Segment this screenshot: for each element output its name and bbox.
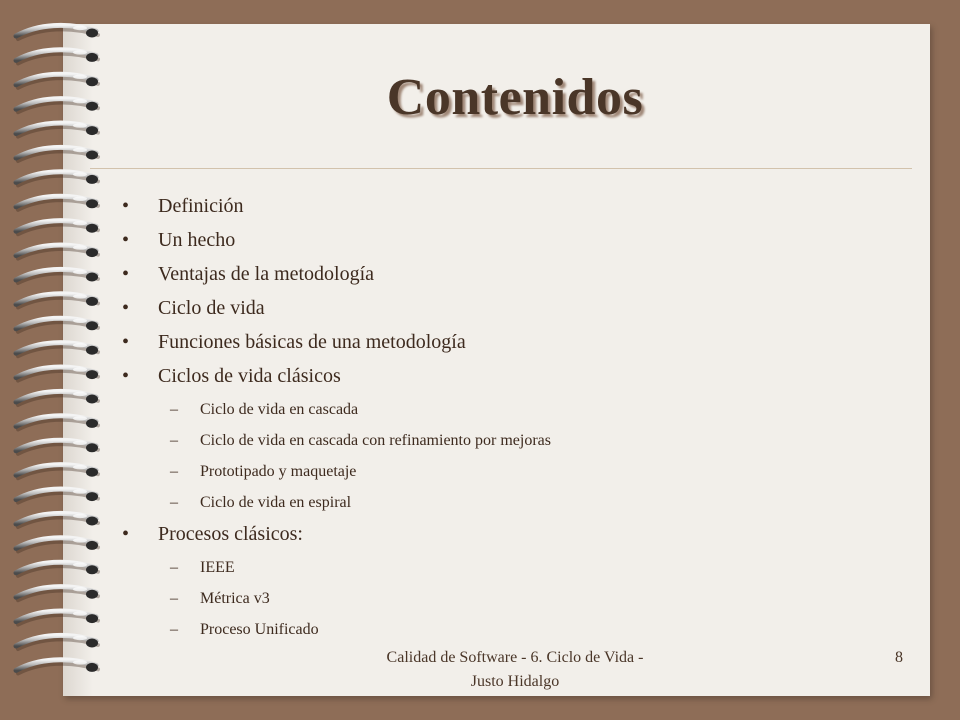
spiral-ring-icon	[16, 343, 98, 357]
dash-marker: –	[170, 463, 178, 480]
spiral-ring-icon	[16, 416, 98, 430]
spiral-ring-icon	[16, 269, 98, 283]
sub-bullet-item	[122, 396, 902, 427]
spiral-ring-icon	[16, 172, 98, 186]
slide-title: Contenidos	[386, 69, 644, 126]
spiral-ring-icon	[16, 611, 98, 625]
dash-marker: –	[170, 621, 178, 638]
bullet-item	[122, 328, 902, 362]
dash-marker: –	[170, 401, 178, 418]
bullet-item	[122, 260, 902, 294]
spiral-ring-icon	[16, 562, 98, 576]
sub-bullet-item	[122, 427, 902, 458]
spiral-ring-icon	[16, 367, 98, 381]
bullet-marker: •	[122, 263, 130, 285]
spiral-ring-icon	[16, 50, 98, 64]
bullet-text: Métrica v3	[200, 590, 270, 607]
bullet-text: Prototipado y maquetaje	[200, 463, 357, 480]
bullet-text: Un hecho	[158, 229, 236, 251]
bullet-text: Ventajas de la metodología	[158, 263, 375, 285]
sub-bullet-item	[122, 458, 902, 489]
bullet-text: Ciclo de vida en cascada	[200, 401, 359, 418]
dash-marker: –	[170, 559, 178, 576]
bullet-marker: •	[122, 365, 130, 387]
spiral-ring-icon	[16, 489, 98, 503]
dash-marker: –	[170, 590, 178, 607]
title-divider	[90, 168, 912, 169]
bullet-text: Ciclos de vida clásicos	[158, 365, 341, 387]
spiral-ring-icon	[16, 587, 98, 601]
spiral-ring-icon	[16, 635, 98, 649]
bullet-text: IEEE	[200, 559, 235, 576]
spiral-ring-icon	[16, 660, 98, 674]
dash-marker: –	[170, 494, 178, 511]
spiral-ring-icon	[16, 538, 98, 552]
bullet-text: Ciclo de vida	[158, 297, 265, 319]
bullet-text: Procesos clásicos:	[158, 523, 303, 545]
bullet-item	[122, 192, 902, 226]
spiral-ring-icon	[16, 196, 98, 210]
spiral-ring-icon	[16, 25, 98, 39]
sub-bullet-item	[122, 616, 902, 647]
spiral-ring-icon	[16, 440, 98, 454]
sub-bullet-item	[122, 489, 902, 520]
slide-footer: Calidad de Software - 6. Ciclo de Vida - Justo Hidalgo	[386, 649, 644, 690]
sub-bullet-item	[122, 554, 902, 585]
spiral-ring-icon	[16, 294, 98, 308]
spiral-ring-icon	[16, 465, 98, 479]
bullet-text: Definición	[158, 195, 244, 217]
content-list	[122, 192, 902, 647]
spiral-ring-icon	[16, 391, 98, 405]
sub-bullet-item	[122, 585, 902, 616]
bullet-item	[122, 294, 902, 328]
bullet-marker: •	[122, 297, 130, 319]
spiral-ring-icon	[16, 245, 98, 259]
bullet-text: Funciones básicas de una metodología	[158, 331, 466, 353]
bullet-marker: •	[122, 523, 130, 545]
spiral-ring-icon	[16, 318, 98, 332]
bullet-marker: •	[122, 195, 130, 217]
bullet-text: Ciclo de vida en espiral	[200, 494, 352, 511]
bullet-marker: •	[122, 331, 130, 353]
bullet-item	[122, 226, 902, 260]
dash-marker: –	[170, 432, 178, 449]
bullet-marker: •	[122, 229, 130, 251]
spiral-ring-icon	[16, 221, 98, 235]
bullet-text: Proceso Unificado	[200, 621, 319, 638]
bullet-text: Ciclo de vida en cascada con refinamiento por mejoras	[200, 432, 551, 449]
spiral-ring-icon	[16, 513, 98, 527]
bullet-item	[122, 520, 902, 554]
spiral-ring-icon	[16, 147, 98, 161]
page-number: 8	[895, 649, 903, 666]
bullet-item	[122, 362, 902, 396]
